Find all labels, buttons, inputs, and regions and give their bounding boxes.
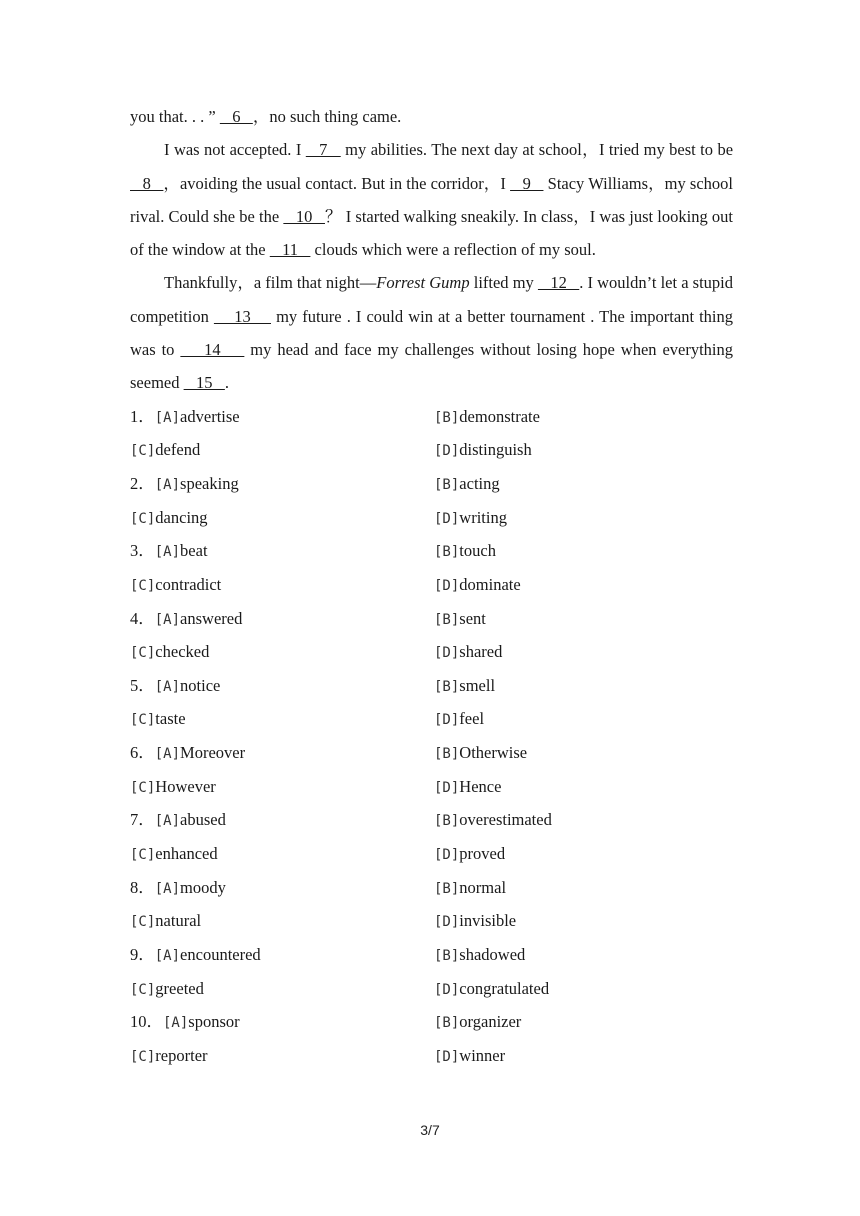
paragraph-1 xyxy=(130,100,733,133)
question-number: 1． xyxy=(130,406,155,426)
option-letter-d: [D] xyxy=(434,914,460,931)
option-c xyxy=(130,972,204,1008)
option-a xyxy=(130,400,240,436)
option-b xyxy=(434,871,506,907)
passage-text: I was not accepted. I xyxy=(164,140,306,160)
option-letter-b: [B] xyxy=(434,746,460,763)
passage-text: my future . I could win at a better tournament . The important thing was to xyxy=(130,306,734,360)
option-c-text: greeted xyxy=(155,978,204,998)
option-letter-a: [A] xyxy=(154,611,181,628)
option-c xyxy=(130,568,221,604)
blank-15: 15 xyxy=(183,373,225,393)
option-b-text: acting xyxy=(459,473,500,493)
passage-text: . xyxy=(224,373,229,393)
question-row xyxy=(130,871,733,905)
question-row xyxy=(130,1039,733,1073)
option-letter-b: [B] xyxy=(434,947,460,964)
paragraph-2 xyxy=(130,133,733,266)
option-a xyxy=(130,938,261,974)
question-row xyxy=(130,736,733,770)
option-b-text: Otherwise xyxy=(459,743,528,763)
option-c xyxy=(130,837,218,873)
passage-text: ，no such thing came. xyxy=(252,107,402,126)
question-row xyxy=(130,669,733,703)
question-row xyxy=(130,400,733,434)
option-c-text: checked xyxy=(155,642,210,662)
option-letter-c: [C] xyxy=(130,510,156,527)
option-letter-c: [C] xyxy=(130,779,156,796)
option-letter-c: [C] xyxy=(130,645,156,662)
option-d xyxy=(434,635,502,671)
option-d xyxy=(434,837,505,873)
question-number: 3． xyxy=(130,541,155,561)
blank-12: 12 xyxy=(537,273,580,293)
question-row xyxy=(130,433,733,467)
option-letter-b: [B] xyxy=(434,611,460,628)
option-letter-d: [D] xyxy=(434,1048,460,1065)
passage-text: my abilities. The next day at school，I tried my best to be xyxy=(340,140,734,160)
option-a-text: sponsor xyxy=(188,1012,240,1032)
option-d xyxy=(434,433,532,469)
question-row xyxy=(130,803,733,837)
passage-text: ，avoiding the usual contact. But in the corridor，I xyxy=(163,173,511,193)
question-number: 2． xyxy=(130,473,155,493)
film-title: Forrest Gump xyxy=(376,273,470,293)
option-c-text: reporter xyxy=(155,1045,208,1065)
option-letter-b: [B] xyxy=(434,476,460,493)
option-b-text: smell xyxy=(459,675,496,695)
passage-text: Stacy Williams，my school rival. Could she be the xyxy=(130,173,734,226)
option-letter-b: [B] xyxy=(434,880,460,897)
question-row xyxy=(130,972,733,1006)
option-letter-a: [A] xyxy=(154,746,181,763)
question-number: 5． xyxy=(130,675,155,695)
option-letter-a: [A] xyxy=(163,1015,189,1032)
option-letter-c: [C] xyxy=(130,914,156,931)
option-d-text: writing xyxy=(459,507,507,527)
option-c xyxy=(130,702,186,738)
option-letter-d: [D] xyxy=(434,510,460,527)
option-letter-c: [C] xyxy=(130,1048,156,1065)
option-letter-a: [A] xyxy=(154,409,181,426)
option-letter-d: [D] xyxy=(434,577,460,594)
option-c-text: However xyxy=(155,776,216,796)
option-letter-b: [B] xyxy=(434,1015,460,1032)
question-row xyxy=(130,467,733,501)
option-d-text: feel xyxy=(459,709,485,729)
question-row xyxy=(130,938,733,972)
option-c xyxy=(130,1039,208,1075)
option-d xyxy=(434,568,521,604)
option-d-text: shared xyxy=(459,642,503,662)
option-letter-d: [D] xyxy=(434,443,460,460)
question-row xyxy=(130,904,733,938)
blank-7: 7 xyxy=(305,140,341,160)
option-letter-c: [C] xyxy=(130,712,156,729)
option-c xyxy=(130,635,209,671)
option-letter-b: [B] xyxy=(434,409,460,426)
option-c-text: dancing xyxy=(155,507,208,527)
option-b xyxy=(434,736,527,772)
option-a xyxy=(130,803,226,839)
option-b xyxy=(434,400,540,436)
blank-13: 13 xyxy=(213,306,271,326)
option-a xyxy=(130,736,245,772)
question-number: 4． xyxy=(130,608,155,628)
page-number: 3/7 xyxy=(420,1122,440,1138)
option-b xyxy=(434,1005,521,1041)
option-c-text: natural xyxy=(155,911,202,931)
question-row xyxy=(130,568,733,602)
blank-9: 9 xyxy=(510,173,544,193)
option-b-text: shadowed xyxy=(459,944,526,964)
option-a xyxy=(130,669,220,705)
passage-text: clouds which were a reflection of my soul. xyxy=(310,240,596,260)
option-letter-c: [C] xyxy=(130,981,156,998)
option-b-text: demonstrate xyxy=(459,406,540,426)
option-b xyxy=(434,534,496,570)
option-c-text: defend xyxy=(155,440,201,460)
option-c xyxy=(130,433,200,469)
question-row xyxy=(130,702,733,736)
option-letter-d: [D] xyxy=(434,847,460,863)
blank-10: 10 xyxy=(283,206,325,226)
option-letter-d: [D] xyxy=(434,645,460,662)
option-a xyxy=(130,1005,240,1041)
option-letter-d: [D] xyxy=(434,981,460,998)
question-row xyxy=(130,501,733,535)
question-row xyxy=(130,534,733,568)
passage-text: Thankfully，a film that night— xyxy=(164,273,377,293)
option-letter-a: [A] xyxy=(154,678,181,695)
option-letter-b: [B] xyxy=(434,813,460,830)
option-c-text: enhanced xyxy=(155,844,218,863)
option-d xyxy=(434,972,549,1008)
question-number: 8． xyxy=(130,877,155,897)
option-c-text: contradict xyxy=(155,574,222,594)
passage-text: lifted my xyxy=(469,273,538,293)
blank-14: 14 xyxy=(180,340,245,360)
option-d xyxy=(434,770,501,806)
passage-text: ？ I started walking sneakily. In class，I was just looking out of the window at the xyxy=(130,206,733,260)
paragraph-3 xyxy=(130,266,733,399)
option-a-text: moody xyxy=(180,877,226,897)
question-row xyxy=(130,635,733,669)
question-options xyxy=(130,400,733,1073)
option-d-text: winner xyxy=(459,1045,506,1065)
question-number: 10． xyxy=(130,1012,163,1032)
option-a xyxy=(130,467,239,503)
option-b xyxy=(434,669,495,705)
blank-11: 11 xyxy=(269,240,311,260)
question-row xyxy=(130,837,733,871)
option-letter-d: [D] xyxy=(434,779,460,796)
option-c xyxy=(130,501,208,537)
blank-8: 8 xyxy=(130,173,164,193)
option-d xyxy=(434,904,516,940)
option-a-text: advertise xyxy=(180,406,240,426)
option-b-text: normal xyxy=(459,877,507,897)
option-letter-b: [B] xyxy=(434,544,460,561)
option-b-text: touch xyxy=(459,541,496,561)
question-number: 6． xyxy=(130,743,155,763)
question-number: 7． xyxy=(130,810,155,830)
option-b xyxy=(434,803,552,839)
option-d-text: dominate xyxy=(459,574,521,594)
option-letter-c: [C] xyxy=(130,577,156,594)
question-row xyxy=(130,602,733,636)
option-letter-a: [A] xyxy=(154,880,181,897)
option-b-text: sent xyxy=(459,608,486,628)
option-d xyxy=(434,1039,505,1075)
option-d-text: invisible xyxy=(459,911,517,931)
option-a-text: notice xyxy=(180,675,221,695)
option-letter-d: [D] xyxy=(434,712,460,729)
option-d xyxy=(434,501,507,537)
option-a-text: speaking xyxy=(180,473,239,493)
option-d-text: proved xyxy=(459,844,506,863)
option-a xyxy=(130,534,208,570)
blank-6: 6 xyxy=(219,107,253,126)
option-b xyxy=(434,938,525,974)
option-a xyxy=(130,602,242,638)
option-a xyxy=(130,871,226,907)
question-number: 9． xyxy=(130,944,155,964)
option-a-text: encountered xyxy=(180,944,261,964)
passage-text: you that. . . ” xyxy=(130,107,220,126)
question-row xyxy=(130,1005,733,1039)
option-letter-a: [A] xyxy=(154,813,181,830)
option-c xyxy=(130,904,201,940)
option-c xyxy=(130,770,216,806)
option-d-text: distinguish xyxy=(459,440,532,460)
passage-text: my head and face my challenges without losing hope when everything seemed xyxy=(130,340,734,393)
option-letter-a: [A] xyxy=(154,544,181,561)
passage-text: . I wouldn’t let a stupid competition xyxy=(130,273,733,326)
option-d-text: congratulated xyxy=(459,978,550,998)
option-c-text: taste xyxy=(155,709,186,729)
option-letter-a: [A] xyxy=(154,947,181,964)
option-letter-b: [B] xyxy=(434,678,460,695)
page-content xyxy=(130,100,733,1072)
option-a-text: abused xyxy=(180,810,226,830)
option-d-text: Hence xyxy=(459,776,502,796)
option-b xyxy=(434,467,500,503)
option-b-text: overestimated xyxy=(459,810,552,830)
option-a-text: beat xyxy=(180,541,208,561)
option-d xyxy=(434,702,484,738)
option-a-text: answered xyxy=(180,608,243,628)
option-letter-c: [C] xyxy=(130,443,156,460)
question-row xyxy=(130,770,733,804)
option-letter-c: [C] xyxy=(130,847,156,863)
option-a-text: Moreover xyxy=(180,743,246,763)
option-b-text: organizer xyxy=(459,1012,522,1032)
option-letter-a: [A] xyxy=(154,476,181,493)
option-b xyxy=(434,602,486,638)
